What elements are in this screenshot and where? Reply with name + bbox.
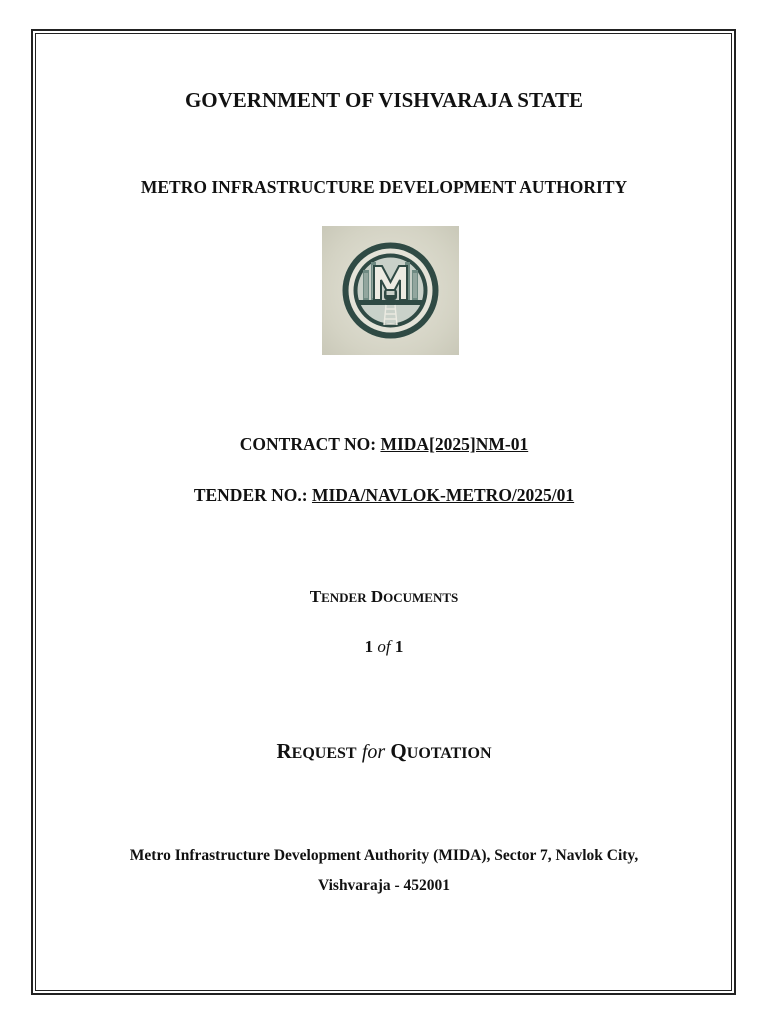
authority-logo xyxy=(322,226,459,355)
volume-total: 1 xyxy=(394,637,404,656)
tender-number xyxy=(0,485,768,506)
address-line-2: Vishvaraja - 452001 xyxy=(317,877,451,894)
tender-value: MIDA/NAVLOK-METRO/2025/01 xyxy=(311,485,575,505)
docs-rest-ocuments: OCUMENTS xyxy=(383,590,459,605)
rfq-rest-uotation: UOTATION xyxy=(406,745,492,762)
docs-rest-ender: ENDER xyxy=(321,590,367,605)
contract-value: MIDA[2025]NM-01 xyxy=(380,434,529,454)
volume-current: 1 xyxy=(364,637,374,656)
contract-number xyxy=(0,434,768,455)
tender-documents-heading xyxy=(0,587,768,607)
docs-initial-d: D xyxy=(370,587,384,606)
government-heading: GOVERNMENT OF VISHVARAJA STATE xyxy=(184,88,584,112)
volume-count xyxy=(0,637,768,657)
contract-label: CONTRACT NO: xyxy=(239,434,377,454)
volume-of: of xyxy=(377,637,391,656)
rfq-initial-r: R xyxy=(276,739,292,763)
address-line-1: Metro Infrastructure Development Authority (MIDA), Sector 7, Navlok City, xyxy=(129,847,639,864)
rfq-initial-q: Q xyxy=(390,739,407,763)
docs-initial-t: T xyxy=(309,587,322,606)
rfq-for: for xyxy=(361,741,386,763)
metro-m-emblem-icon xyxy=(322,226,459,355)
rfq-rest-equest: EQUEST xyxy=(291,745,357,762)
request-for-quotation-heading xyxy=(0,739,768,764)
tender-label: TENDER NO.: xyxy=(193,485,308,505)
authority-heading: METRO INFRASTRUCTURE DEVELOPMENT AUTHORITY xyxy=(140,177,628,197)
